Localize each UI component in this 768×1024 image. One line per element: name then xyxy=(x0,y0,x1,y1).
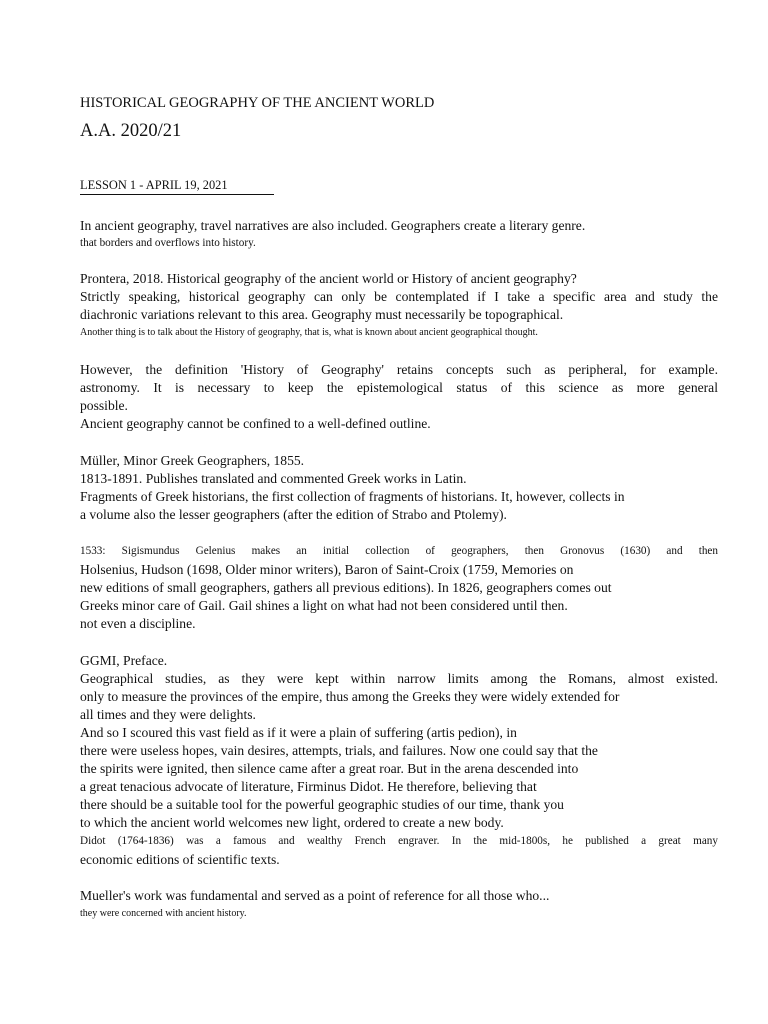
text-line: that borders and overflows into history. xyxy=(80,237,256,249)
text-line: GGMI, Preface. xyxy=(80,653,168,668)
text-line: there should be a suitable tool for the powerful geographic studies of our time, thank you xyxy=(80,797,564,812)
text-line: And so I scoured this vast field as if it were a plain of suffering (artis pedion), in xyxy=(80,725,517,740)
text-line: Fragments of Greek historians, the first collection of fragments of historians. It, however, collects in xyxy=(80,489,625,504)
lesson-heading: LESSON 1 - APRIL 19, 2021 xyxy=(80,178,274,195)
text-line: astronomy. It is necessary to keep the epistemological status of this science as more general xyxy=(80,380,718,395)
text-line: Didot (1764-1836) was a famous and wealthy French engraver. In the mid-1800s, he published a great many xyxy=(80,835,718,847)
text-line: Strictly speaking, historical geography can only be contemplated if I take a specific area and study the xyxy=(80,289,718,304)
text-line: diachronic variations relevant to this area. Geography must necessarily be topographical. xyxy=(80,307,564,322)
text-line: 1533: Sigismundus Gelenius makes an initial collection of geographers, then Gronovus (1630) and then xyxy=(80,545,718,557)
text-line: a volume also the lesser geographers (after the edition of Strabo and Ptolemy). xyxy=(80,507,507,522)
text-line: a great tenacious advocate of literature, Firminus Didot. He therefore, believing that xyxy=(80,779,537,794)
text-line: Geographical studies, as they were kept within narrow limits among the Romans, almost existed. xyxy=(80,671,718,686)
text-line: Holsenius, Hudson (1698, Older minor writers), Baron of Saint-Croix (1759, Memories on xyxy=(80,562,574,577)
text-line: However, the definition 'History of Geography' retains concepts such as peripheral, for example. xyxy=(80,362,718,377)
text-line: to which the ancient world welcomes new light, ordered to create a new body. xyxy=(80,815,504,830)
text-line: the spirits were ignited, then silence came after a great roar. But in the arena descended into xyxy=(80,761,579,776)
text-line: Prontera, 2018. Historical geography of the ancient world or History of ancient geography? xyxy=(80,271,577,286)
text-line: Greeks minor care of Gail. Gail shines a light on what had not been considered until then. xyxy=(80,598,568,613)
text-line: 1813-1891. Publishes translated and commented Greek works in Latin. xyxy=(80,471,467,486)
text-line: they were concerned with ancient history. xyxy=(80,908,247,919)
text-line: only to measure the provinces of the empire, thus among the Greeks they were widely extended for xyxy=(80,689,620,704)
text-line: Mueller's work was fundamental and served as a point of reference for all those who... xyxy=(80,888,550,903)
text-line: there were useless hopes, vain desires, attempts, trials, and failures. Now one could say that the xyxy=(80,743,598,758)
text-line: not even a discipline. xyxy=(80,616,196,631)
text-line: new editions of small geographers, gathers all previous editions). In 1826, geographers comes out xyxy=(80,580,612,595)
course-title: HISTORICAL GEOGRAPHY OF THE ANCIENT WORLD xyxy=(80,95,435,111)
text-line: In ancient geography, travel narratives are also included. Geographers create a literary genre. xyxy=(80,218,586,233)
text-line: possible. xyxy=(80,398,128,413)
academic-year: A.A. 2020/21 xyxy=(80,121,182,141)
text-line: economic editions of scientific texts. xyxy=(80,852,280,867)
text-line: Müller, Minor Greek Geographers, 1855. xyxy=(80,453,305,468)
text-line: Another thing is to talk about the History of geography, that is, what is known about ancient geographical thought. xyxy=(80,327,538,338)
text-line: all times and they were delights. xyxy=(80,707,256,722)
text-line: Ancient geography cannot be confined to a well-defined outline. xyxy=(80,416,431,431)
